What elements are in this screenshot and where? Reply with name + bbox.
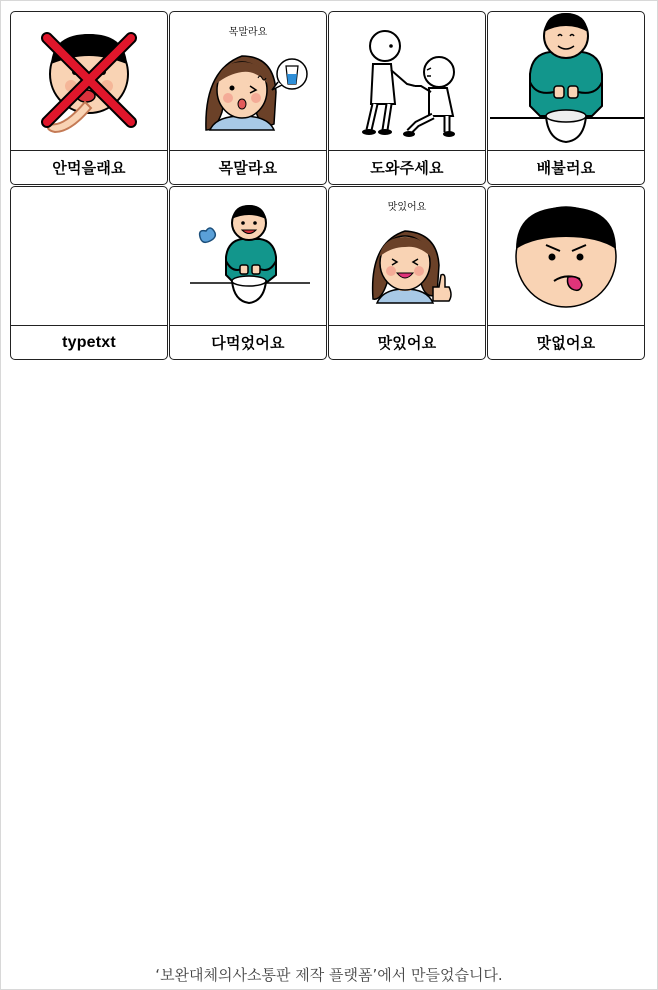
full-stomach-icon [488, 12, 644, 151]
card-delicious[interactable] [328, 186, 486, 360]
thirsty-icon [170, 12, 326, 151]
card-not-tasty[interactable] [487, 186, 645, 360]
card-typetxt[interactable] [10, 186, 168, 360]
card-label: 다먹었어요 [170, 325, 326, 359]
card-label: 맛없어요 [488, 325, 644, 359]
card-full[interactable] [487, 11, 645, 185]
card-label: 안먹을래요 [11, 150, 167, 184]
empty-picture [11, 187, 167, 326]
card-thirsty[interactable] [169, 11, 327, 185]
picture-caption: 목말라요 [228, 27, 268, 38]
card-refuse-food[interactable] [10, 11, 168, 185]
card-label: 도와주세요 [329, 150, 485, 184]
refuse-food-icon [11, 12, 167, 151]
picture-caption: 맛있어요 [387, 202, 427, 213]
aac-board-grid [10, 11, 645, 360]
card-label: typetxt [11, 325, 167, 359]
not-tasty-icon [488, 187, 644, 326]
help-icon [329, 12, 485, 151]
delicious-icon [329, 187, 485, 326]
footer-credit: ‘보완대체의사소통판 제작 플랫폼’에서 만들었습니다. [155, 966, 503, 984]
finished-eating-icon [170, 187, 326, 326]
card-help[interactable] [328, 11, 486, 185]
card-label: 배불러요 [488, 150, 644, 184]
card-finished-eating[interactable] [169, 186, 327, 360]
card-label: 목말라요 [170, 150, 326, 184]
card-label: 맛있어요 [329, 325, 485, 359]
